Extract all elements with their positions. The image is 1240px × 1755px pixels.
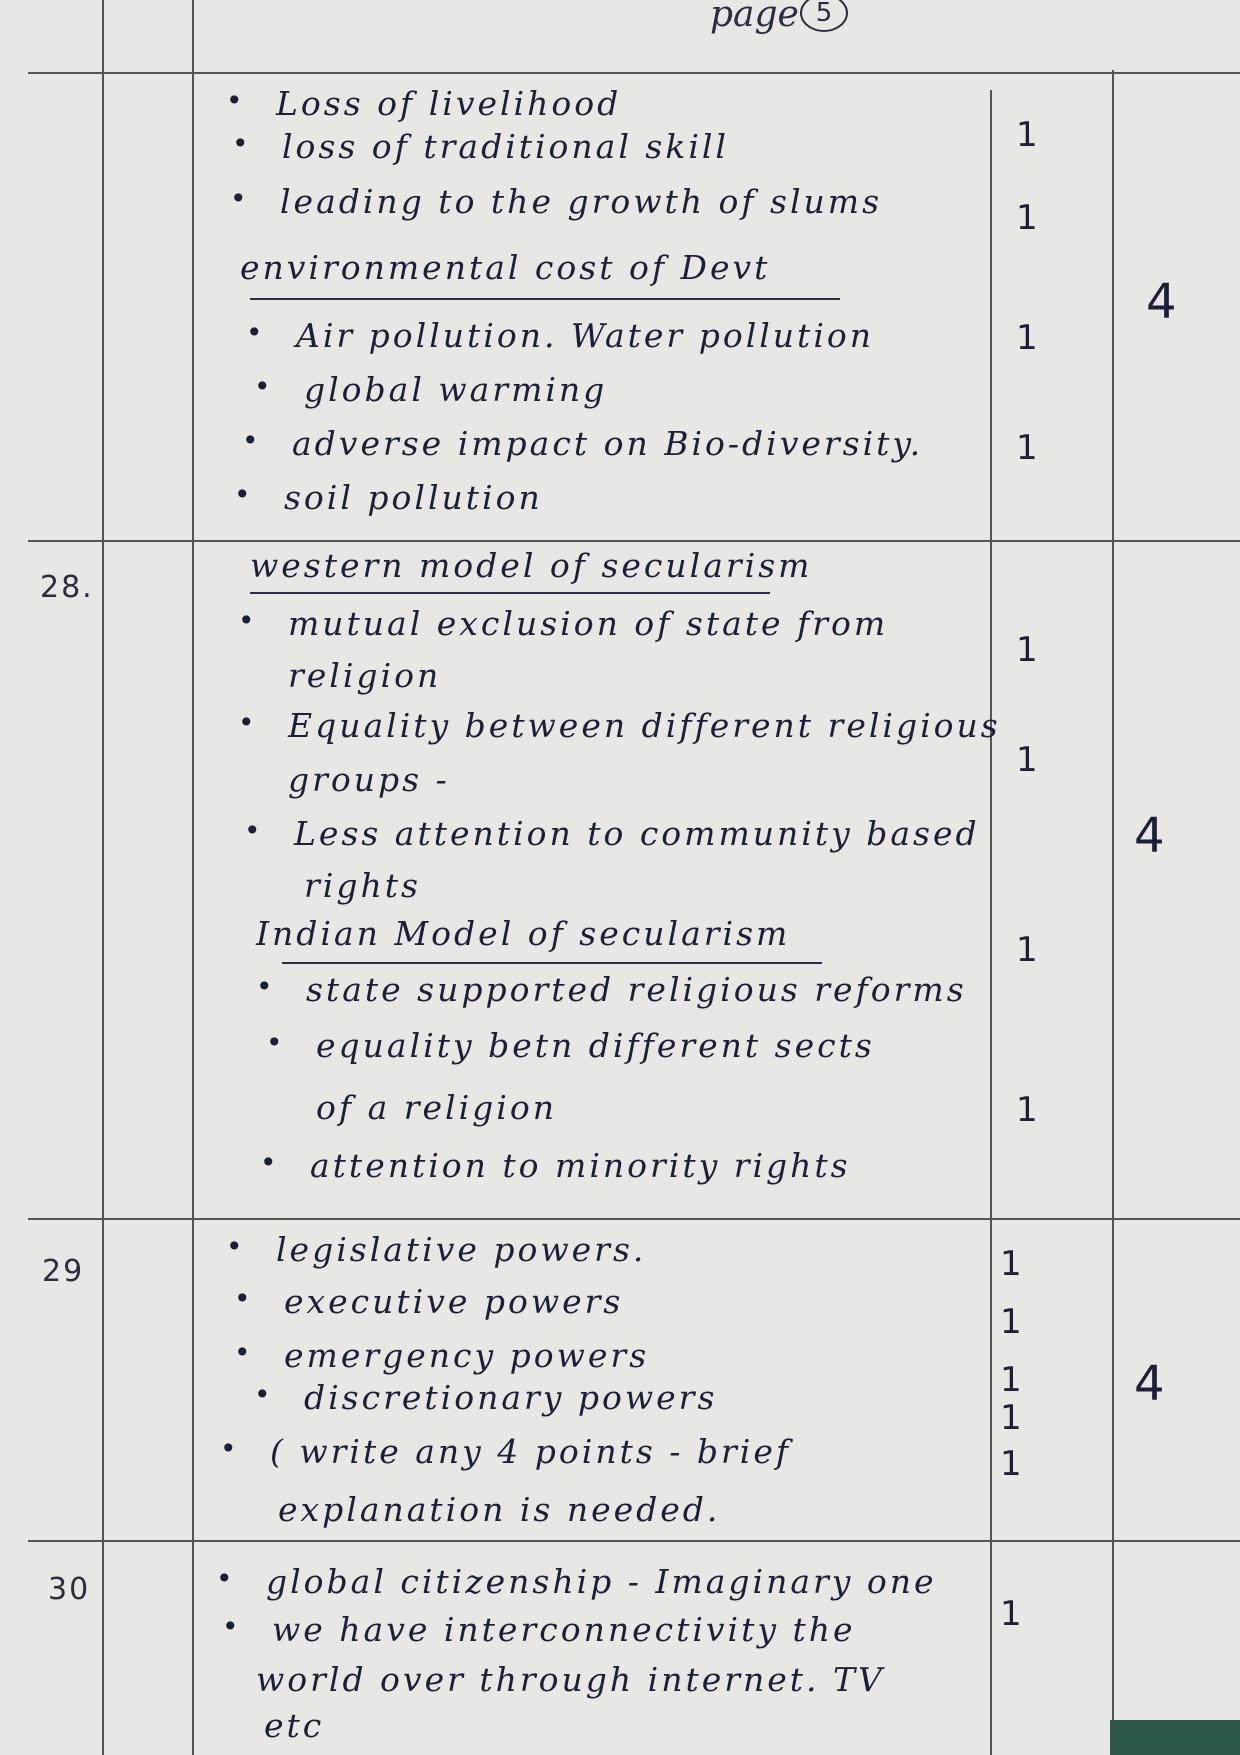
margin-rule-left	[102, 0, 104, 1755]
heading-underline	[282, 962, 822, 964]
answer-line: • global warming	[304, 370, 607, 409]
question-number: 28.	[40, 570, 94, 605]
row-rule	[28, 1540, 1240, 1542]
column-rule-total	[1112, 70, 1114, 1720]
answer-line: • Loss of livelihood	[276, 84, 621, 123]
answer-line: • Less attention to community based	[294, 814, 980, 853]
answer-line: • attention to minority rights	[310, 1146, 851, 1185]
answer-line: • state supported religious reforms	[306, 970, 967, 1009]
answer-line: groups -	[288, 760, 450, 799]
answer-line: • discretionary powers	[304, 1378, 717, 1417]
question-number: 30	[48, 1572, 91, 1607]
mark: 1	[1016, 630, 1038, 670]
background-object	[1110, 1720, 1240, 1755]
answer-line: • global citizenship - Imaginary one	[266, 1562, 937, 1601]
row-rule	[28, 72, 1240, 74]
answer-heading: western model of secularism	[250, 546, 813, 585]
row-rule	[28, 1218, 1240, 1220]
answer-line: • equality betn different sects	[316, 1026, 875, 1065]
mark: 1	[1000, 1360, 1022, 1400]
mark: 1	[1016, 930, 1038, 970]
answer-line: • soil pollution	[284, 478, 543, 517]
mark: 1	[1000, 1594, 1022, 1634]
mark: 1	[1000, 1244, 1022, 1284]
answer-line: • emergency powers	[284, 1336, 649, 1375]
answer-heading: Indian Model of secularism	[256, 914, 791, 953]
heading-underline	[250, 298, 840, 300]
mark: 1	[1000, 1398, 1022, 1438]
answer-line: • leading to the growth of slums	[280, 182, 882, 221]
answer-line: etc	[264, 1706, 325, 1745]
answer-line: • ( write any 4 points - brief	[270, 1432, 791, 1471]
column-rule-marks	[990, 90, 992, 1755]
row-rule	[28, 540, 1240, 542]
column-rule-answer	[192, 0, 194, 1755]
mark: 1	[1000, 1444, 1022, 1484]
mark: 1	[1016, 115, 1038, 155]
answer-line: of a religion	[316, 1088, 557, 1127]
answer-line: • Air pollution. Water pollution	[296, 316, 874, 355]
page-label: page	[710, 0, 799, 35]
answer-line: rights	[304, 866, 421, 905]
answer-line: • legislative powers.	[276, 1230, 646, 1269]
total-marks: 4	[1134, 1356, 1165, 1412]
answer-line: • we have interconnectivity the	[272, 1610, 856, 1649]
mark: 1	[1016, 428, 1038, 468]
answer-line: • loss of traditional skill	[282, 127, 729, 166]
answer-line: world over through internet. TV	[256, 1660, 885, 1699]
answer-line: • executive powers	[284, 1282, 623, 1321]
heading-underline	[250, 592, 770, 594]
mark: 1	[1000, 1302, 1022, 1342]
answer-line: religion	[288, 656, 442, 695]
mark: 1	[1016, 740, 1038, 780]
answer-line: explanation is needed.	[278, 1490, 721, 1529]
total-marks: 4	[1146, 274, 1177, 330]
answer-line: • mutual exclusion of state from	[288, 604, 888, 643]
total-marks: 4	[1134, 808, 1165, 864]
mark: 1	[1016, 198, 1038, 238]
answer-heading: environmental cost of Devt	[240, 248, 771, 287]
answer-line: • Equality between different religious	[288, 706, 1001, 745]
page-number: 5	[800, 0, 848, 32]
question-number: 29	[42, 1254, 85, 1289]
mark: 1	[1016, 318, 1038, 358]
mark: 1	[1016, 1090, 1038, 1130]
answer-line: • adverse impact on Bio-diversity.	[292, 424, 923, 463]
